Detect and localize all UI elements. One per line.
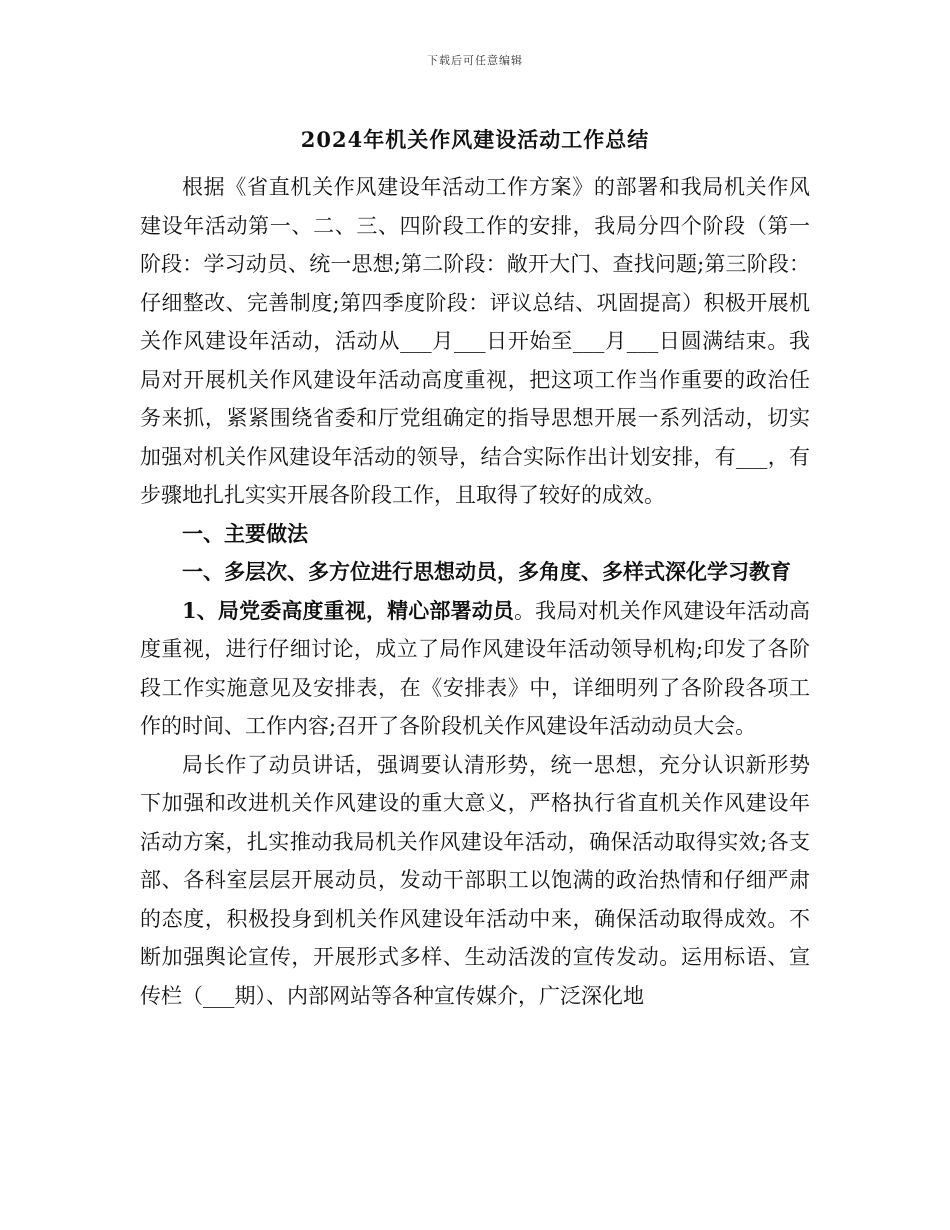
paragraph-party-committee [140,592,810,746]
paragraph-lead-rest: 。我局对机关作风建设年活动高度重视，进行仔细讨论，成立了局作风建设年活动领导机构;印发了各阶段工作实施意见及安排表，在《安排表》中，详细明列了各阶段各项工作的时间、工作内容;召开了各阶段机关作风建设年活动动员大会。 [140,598,810,738]
section-heading-main-practices: 一、主要做法 [182,520,308,546]
paragraph-director-speech: 局长作了动员讲话，强调要认清形势，统一思想，充分认识新形势下加强和改进机关作风建设的重大意义，严格执行省直机关作风建设年活动方案，扎实推动我局机关作风建设年活动，确保活动取得实效;各支部、各科室层层开展动员，发动干部职工以饱满的政治热情和仔细严肃的态度，积极投身到机关作风建设年活动中来，确保活动取得成效。不断加强舆论宣传，开展形式多样、生动活泼的宣传发动。运用标语、宣传栏（___期）、内部网站等各种宣传媒介，广泛深化地 [140,752,810,1008]
header-note: 下载后可任意编辑 [427,54,523,67]
paragraph-intro: 根据《省直机关作风建设年活动工作方案》的部署和我局机关作风建设年活动第一、二、三、四阶段工作的安排，我局分四个阶段（第一阶段：学习动员、统一思想;第二阶段：敞开大门、查找问题;第三阶段：仔细整改、完善制度;第四季度阶段：评议总结、巩固提高）积极开展机关作风建设年活动，活动从___月___日开始至___月___日圆满结束。我局对开展机关作风建设年活动高度重视，把这项工作当作重要的政治任务来抓，紧紧围绕省委和厅党组确定的指导思想开展一系列活动，切实加强对机关作风建设年活动的领导，结合实际作出计划安排，有___，有步骤地扎扎实实开展各阶段工作，且取得了较好的成效。 [140,175,810,507]
document-body [140,168,810,1015]
subsection-heading-mobilization: 一、多层次、多方位进行思想动员，多角度、多样式深化学习教育 [182,559,791,584]
paragraph-lead-bold: 1、局党委高度重视，精心部署动员 [182,597,515,623]
document-title: 2024年机关作风建设活动工作总结 [300,127,650,152]
